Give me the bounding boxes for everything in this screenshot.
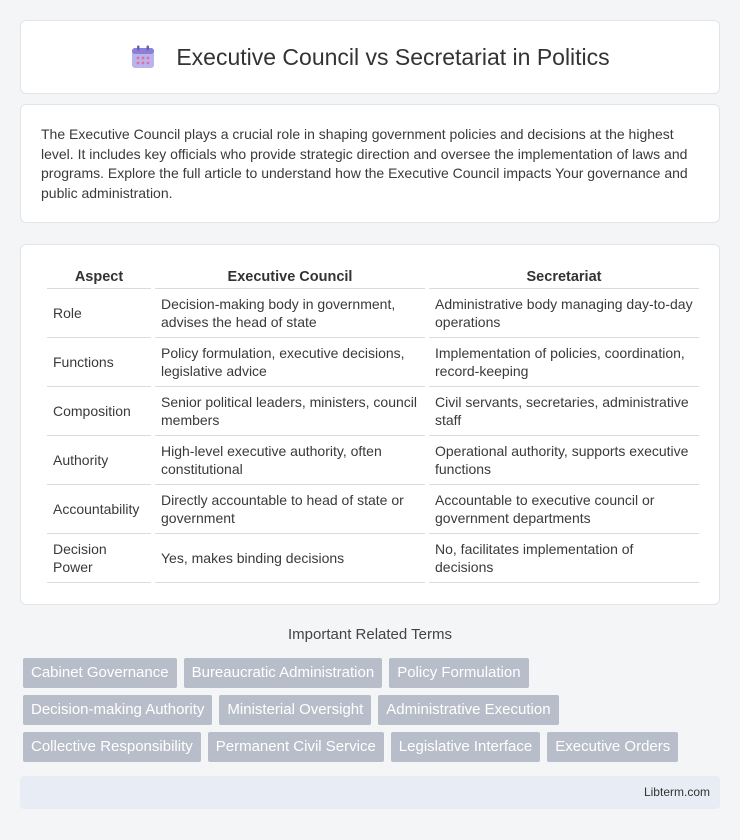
column-header-executive-council: Executive Council [155,265,425,289]
intro-text: The Executive Council plays a crucial role in shaping government policies and decisions at the highest level. It includes key officials who provide strategic direction and oversee the implementation of laws and programs. Explore the full article to understand how the Executive Council impacts Your governance and public administration. [41,126,688,201]
column-header-aspect: Aspect [47,265,151,289]
tag-row [23,695,723,725]
table-row [47,387,699,436]
table-cell-aspect: Role [47,289,151,338]
table-cell-executive-council: Senior political leaders, ministers, council members [155,387,425,436]
tag-legislative-interface[interactable]: Legislative Interface [391,732,540,762]
table-row [47,289,699,338]
calendar-icon [130,44,156,70]
tag-collective-responsibility[interactable]: Collective Responsibility [23,732,201,762]
comparison-table [43,265,703,583]
tag-row [23,658,723,688]
table-cell-secretariat: Accountable to executive council or government departments [429,485,699,534]
table-cell-aspect: Accountability [47,485,151,534]
tag-decision-making-authority[interactable]: Decision-making Authority [23,695,212,725]
table-header-row [47,265,699,289]
footer [20,776,720,809]
table-row [47,436,699,485]
table-cell-secretariat: Administrative body managing day-to-day operations [429,289,699,338]
tag-executive-orders[interactable]: Executive Orders [547,732,678,762]
related-terms-title: Important Related Terms [288,626,452,643]
table-cell-executive-council: Directly accountable to head of state or government [155,485,425,534]
table-cell-aspect: Decision Power [47,534,151,583]
table-cell-aspect: Authority [47,436,151,485]
tag-administrative-execution[interactable]: Administrative Execution [378,695,558,725]
intro-card [20,104,720,223]
comparison-table-card [20,244,720,605]
title-wrap [130,44,609,71]
tag-row [23,732,723,762]
table-cell-aspect: Functions [47,338,151,387]
table-cell-executive-council: Decision-making body in government, advises the head of state [155,289,425,338]
table-cell-executive-council: Policy formulation, executive decisions, legislative advice [155,338,425,387]
page-title: Executive Council vs Secretariat in Politics [176,43,610,70]
tag-ministerial-oversight[interactable]: Ministerial Oversight [219,695,371,725]
tag-bureaucratic-administration[interactable]: Bureaucratic Administration [184,658,383,688]
table-cell-secretariat: Operational authority, supports executive functions [429,436,699,485]
column-header-secretariat: Secretariat [429,265,699,289]
tag-cabinet-governance[interactable]: Cabinet Governance [23,658,177,688]
table-cell-secretariat: No, facilitates implementation of decisions [429,534,699,583]
table-row [47,485,699,534]
related-terms-tags [23,658,723,769]
tag-permanent-civil-service[interactable]: Permanent Civil Service [208,732,384,762]
footer-site-link[interactable]: Libterm.com [643,785,710,799]
table-row [47,534,699,583]
table-cell-executive-council: Yes, makes binding decisions [155,534,425,583]
table-cell-secretariat: Implementation of policies, coordination, record-keeping [429,338,699,387]
table-cell-executive-council: High-level executive authority, often constitutional [155,436,425,485]
table-row [47,338,699,387]
tag-policy-formulation[interactable]: Policy Formulation [389,658,528,688]
table-cell-aspect: Composition [47,387,151,436]
header-card [20,20,720,94]
table-cell-secretariat: Civil servants, secretaries, administrative staff [429,387,699,436]
